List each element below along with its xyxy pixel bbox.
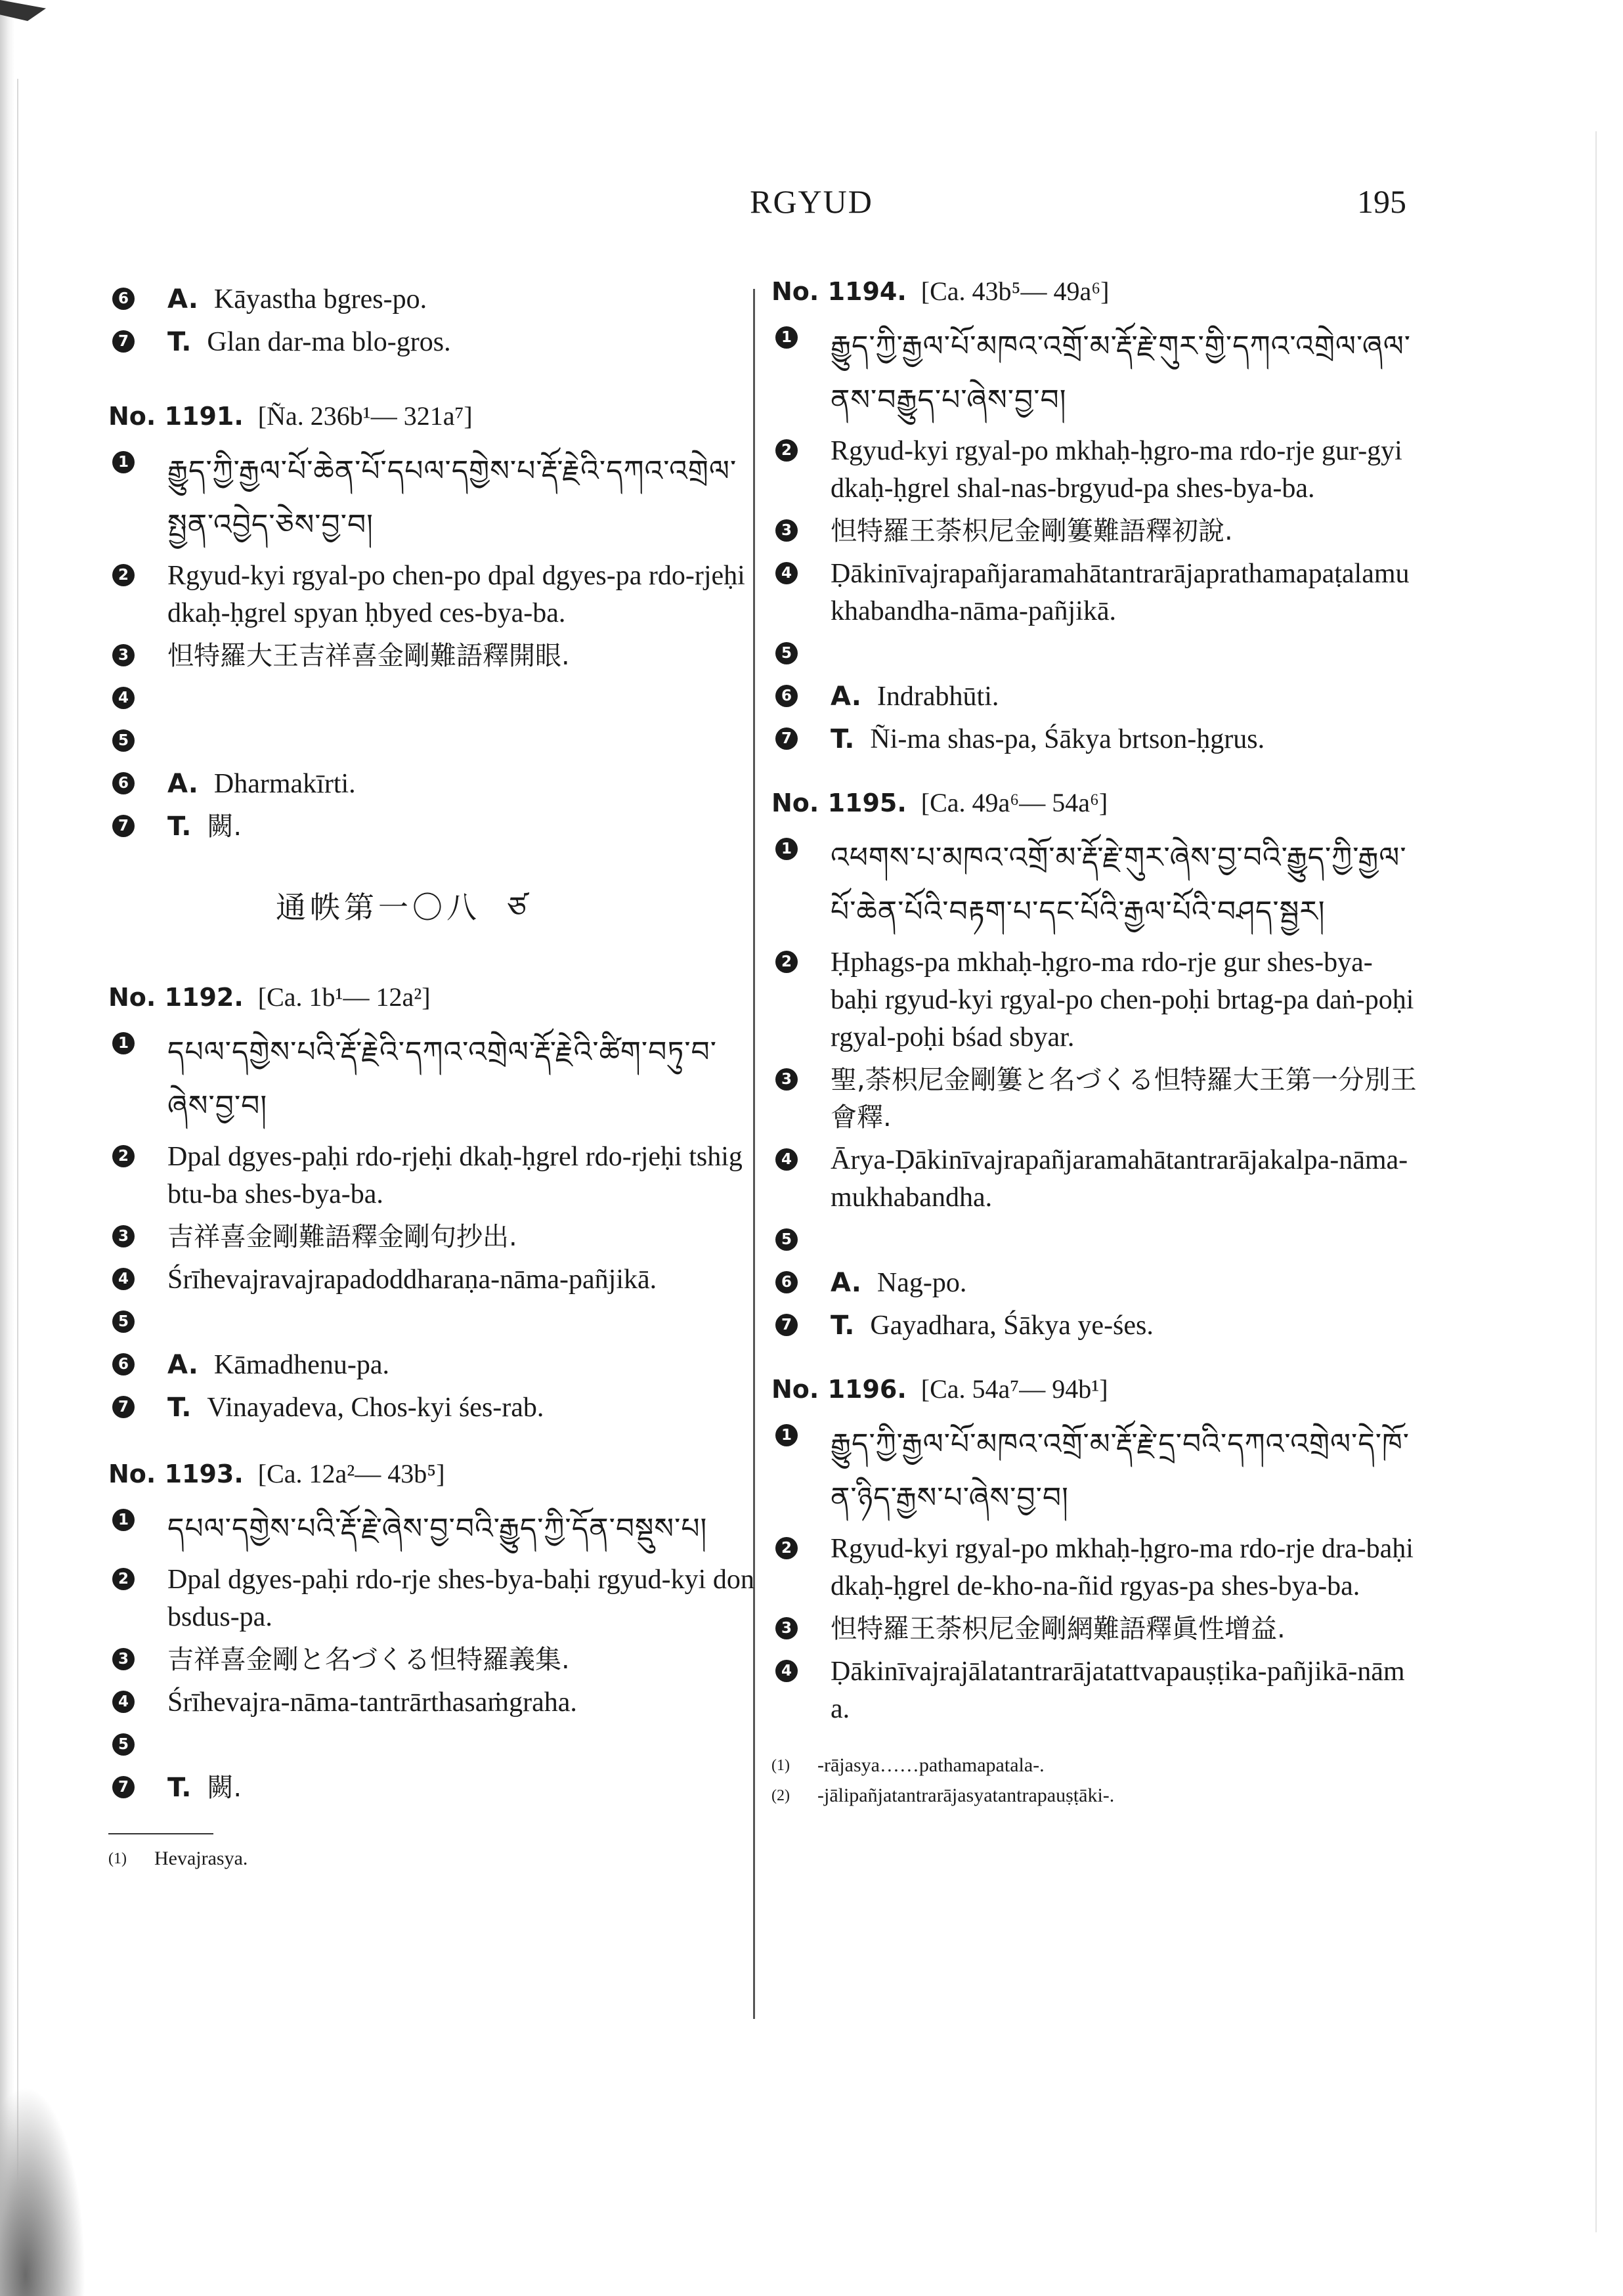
sanskrit-text: Ārya-Ḍākinīvajrapañjaramahātantrarājakalpa-nāma-mukhabandha. (831, 1145, 1408, 1213)
author: 6 A. Nag-po. (771, 1265, 1418, 1302)
chinese-title: 3 怛特羅王荼枳尼金剛網難語釋眞性增益. (771, 1611, 1418, 1648)
entry-reference: [Ca. 43b⁵— 49a⁶] (920, 276, 1110, 306)
sanskrit-title: 4 (108, 680, 755, 718)
transliteration-text: Dpal dgyes-paḥi rdo-rjeḥi dkaḥ-ḥgrel rdo-rjeḥi tshig btu-ba shes-bya-ba. (167, 1142, 743, 1209)
tibetan-text: རྒྱུད་ཀྱི་རྒྱལ་པོ་ཆེན་པོ་དཔལ་དགྱེས་པ་རྡོ་རྗེའི་དཀའ་འགྲེལ་སྤྱན་འབྱེད་ཅེས་བྱ་བ། (167, 454, 737, 542)
sanskrit-title: 4 Ārya-Ḍākinīvajrapañjaramahātantrarājakalpa-nāma-mukhabandha. (771, 1142, 1418, 1217)
transliteration: 2 Ḥphags-pa mkhaḥ-ḥgro-ma rdo-rje gur shes-bya-baḥi rgyud-kyi rgyal-po chen-poḥi brtag-pa daṅ-poḥi rgyal-poḥi bśad sbyar. (771, 944, 1418, 1056)
entry-1192-heading (108, 982, 755, 1012)
entry-number: No. 1195. (771, 789, 907, 817)
tibetan-title: 1 འཕགས་པ་མཁའ་འགྲོ་མ་རྡོ་རྗེ་གུར་ཞེས་བྱ་བའི་རྒྱུད་ཀྱི་རྒྱལ་པོ་ཆེན་པོའི་བརྟག་པ་དང་པོའི་རྒྱལ་པོའི་བཤད་སྦྱར། (771, 831, 1418, 939)
footnote (108, 1844, 755, 1874)
entry-reference: [Ña. 236b¹— 321a⁷] (257, 401, 473, 431)
entry-number: No. 1193. (108, 1460, 244, 1488)
translator: 7 T. Gayadhara, Śākya ye-śes. (771, 1307, 1418, 1345)
entry-1194-heading (771, 276, 1418, 307)
chinese-title: 3 怛特羅大王吉祥喜金剛難語釋開眼. (108, 638, 755, 675)
chinese-text: 聖,荼枳尼金剛簍と名づくる怛特羅大王第一分別王會釋. (831, 1065, 1417, 1133)
volume-title: 通帙第一〇八 (276, 890, 481, 925)
entry-number: No. 1191. (108, 402, 244, 431)
author-value: Kāyastha bgres-po. (213, 284, 427, 314)
tibetan-text: འཕགས་པ་མཁའ་འགྲོ་མ་རྡོ་རྗེ་གུར་ཞེས་བྱ་བའི་རྒྱུད་ཀྱི་རྒྱལ་པོ་ཆེན་པོའི་བརྟག་པ་དང་པོའི་རྒྱལ་པོའི་བཤད་སྦྱར། (831, 841, 1407, 928)
translator-value: Gayadhara, Śākya ye-śes. (870, 1310, 1154, 1341)
transliteration-text: Rgyud-kyi rgyal-po mkhaḥ-ḥgro-ma rdo-rje dra-baḥi dkaḥ-ḥgrel de-kho-na-ñid rgyas-pa shes-bya-ba. (831, 1534, 1414, 1601)
entry-reference: [Ca. 54a⁷— 94b¹] (920, 1374, 1108, 1404)
author-label: A. (167, 284, 198, 314)
translator: 7 T. Vinayadeva, Chos-kyi śes-rab. (108, 1389, 755, 1427)
sanskrit-text: Ḍākinīvajrajālatantrarājatattvapauṣṭika-pañjikā-nāma. (831, 1657, 1405, 1724)
translator: 7 T. 闕. (108, 1769, 755, 1807)
tibetan-title: 1 དཔལ་དགྱེས་པའི་རྡོ་རྗེ་ཞེས་བྱ་བའི་རྒྱུད་ཀྱི་དོན་བསྡུས་པ། (108, 1502, 755, 1556)
author-value: Dharmakīrti. (213, 769, 356, 799)
entry-1191-heading (108, 401, 755, 431)
translator: 7 T. Ñi-ma shas-pa, Śākya brtson-ḥgrus. (771, 721, 1418, 758)
translator-value: 闕. (207, 812, 242, 842)
chinese-title: 3 聖,荼枳尼金剛簍と名づくる怛特羅大王第一分別王會釋. (771, 1062, 1418, 1137)
field-6 (108, 281, 755, 318)
author-value: Kāmadhenu-pa. (213, 1350, 389, 1380)
scan-right-edge (1595, 131, 1597, 2232)
footnote-mark: (2) (771, 1787, 790, 1804)
scan-left-edge (0, 0, 14, 2296)
translator-value: Vinayadeva, Chos-kyi śes-rab. (207, 1393, 544, 1423)
sanskrit-text: Śrīhevajra-nāma-tantrārthasaṁgraha. (167, 1687, 577, 1718)
transliteration-text: Dpal dgyes-paḥi rdo-rje shes-bya-baḥi rgyud-kyi don bsdus-pa. (167, 1565, 754, 1632)
scan-binding-line (17, 79, 18, 2213)
footnote-mark: (1) (771, 1757, 790, 1774)
translator-value: Glan dar-ma blo-gros. (207, 327, 451, 357)
tibetan-text: དཔལ་དགྱེས་པའི་རྡོ་རྗེའི་དཀའ་འགྲེལ་རྡོ་རྗེའི་ཚིག་བཏུ་བ་ཞེས་བྱ་བ། (167, 1035, 718, 1123)
transliteration: 2 Dpal dgyes-paḥi rdo-rje shes-bya-baḥi rgyud-kyi don bsdus-pa. (108, 1561, 755, 1636)
right-column (771, 276, 1418, 1811)
circled-number: 7 (108, 326, 139, 357)
entry-number: No. 1196. (771, 1375, 907, 1404)
author: 6 A. Kāmadhenu-pa. (108, 1347, 755, 1384)
translator-value: Ñi-ma shas-pa, Śākya brtson-ḥgrus. (870, 724, 1265, 754)
author: 6 A. Indrabhūti. (771, 678, 1418, 716)
volume-tibetan-letter: ཙ (507, 890, 530, 925)
volume-heading (276, 875, 755, 959)
translator-label: T. (167, 327, 192, 357)
chinese-title: 3 怛特羅王荼枳尼金剛簍難語釋初說. (771, 513, 1418, 550)
tibetan-title: 1 དཔལ་དགྱེས་པའི་རྡོ་རྗེའི་དཀའ་འགྲེལ་རྡོ་རྗེའི་ཚིག་བཏུ་བ་ཞེས་བྱ་བ། (108, 1026, 755, 1133)
sanskrit-text: Śrīhevajravajrapadoddharaṇa-nāma-pañjikā. (167, 1265, 657, 1295)
footnote-text: -rājasya……pathamapatala-. (817, 1754, 1045, 1776)
footnote-rule (108, 1833, 213, 1834)
sanskrit-text: Ḍākinīvajrapañjaramahātantrarājaprathamapaṭalamukhabandha-nāma-pañjikā. (831, 559, 1410, 626)
entry-number: No. 1192. (108, 983, 244, 1012)
scan-smudge (0, 2086, 85, 2296)
author: 6 A. Dharmakīrti. (108, 766, 755, 803)
chinese-title: 3 吉祥喜金剛と名づくる怛特羅義集. (108, 1641, 755, 1679)
entry-reference: [Ca. 49a⁶— 54a⁶] (920, 788, 1108, 817)
circled-number: 6 (108, 284, 139, 314)
transliteration: 2 Rgyud-kyi rgyal-po mkhaḥ-ḥgro-ma rdo-rje dra-baḥi dkaḥ-ḥgrel de-kho-na-ñid rgyas-pa shes-bya-ba. (771, 1530, 1418, 1605)
tibetan-text: རྒྱུད་ཀྱི་རྒྱལ་པོ་མཁའ་འགྲོ་མ་རྡོ་རྗེ་དྲ་བའི་དཀའ་འགྲེལ་དེ་ཁོ་ན་ཉིད་རྒྱས་པ་ཞེས་བྱ་བ། (831, 1427, 1410, 1515)
footnote-text: Hevajrasya. (154, 1848, 248, 1869)
transliteration-text: Rgyud-kyi rgyal-po mkhaḥ-ḥgro-ma rdo-rje gur-gyi dkaḥ-ḥgrel shal-nas-brgyud-pa shes-bya-ba. (831, 436, 1402, 504)
field-5: 5 (771, 636, 1418, 673)
sanskrit-title: 4 Śrīhevajravajrapadoddharaṇa-nāma-pañjikā. (108, 1261, 755, 1299)
running-header: RGYUD (750, 183, 873, 220)
footnote (771, 1781, 1418, 1811)
author-value: Indrabhūti. (876, 682, 999, 712)
translator-value: 闕. (207, 1773, 242, 1803)
chinese-text: 吉祥喜金剛難語釋金剛句抄出. (167, 1222, 517, 1252)
sanskrit-title: 4 Śrīhevajra-nāma-tantrārthasaṁgraha. (108, 1684, 755, 1722)
field-7 (108, 324, 755, 361)
entry-number: No. 1194. (771, 277, 907, 306)
footnote (771, 1750, 1418, 1781)
left-column (108, 276, 755, 1874)
chinese-text: 怛特羅大王吉祥喜金剛難語釋開眼. (167, 641, 570, 671)
transliteration-text: Rgyud-kyi rgyal-po chen-po dpal dgyes-pa rdo-rjeḥi dkaḥ-ḥgrel spyan ḥbyed ces-bya-ba. (167, 561, 745, 628)
page-number: 195 (1357, 183, 1406, 220)
field-5: 5 (108, 1304, 755, 1341)
entry-reference: [Ca. 1b¹— 12a²] (257, 982, 431, 1012)
transliteration: 2 Rgyud-kyi rgyal-po mkhaḥ-ḥgro-ma rdo-rje gur-gyi dkaḥ-ḥgrel shal-nas-brgyud-pa shes-bya-ba. (771, 433, 1418, 508)
transliteration-text: Ḥphags-pa mkhaḥ-ḥgro-ma rdo-rje gur shes-bya-baḥi rgyud-kyi rgyal-po chen-poḥi brtag-pa daṅ-poḥi rgyal-poḥi bśad sbyar. (831, 947, 1414, 1052)
transliteration: 2 Dpal dgyes-paḥi rdo-rjeḥi dkaḥ-ḥgrel rdo-rjeḥi tshig btu-ba shes-bya-ba. (108, 1138, 755, 1213)
author-value: Nag-po. (876, 1268, 967, 1298)
chinese-text: 吉祥喜金剛と名づくる怛特羅義集. (167, 1645, 570, 1675)
tibetan-title: 1 རྒྱུད་ཀྱི་རྒྱལ་པོ་ཆེན་པོ་དཔལ་དགྱེས་པ་རྡོ་རྗེའི་དཀའ་འགྲེལ་སྤྱན་འབྱེད་ཅེས་བྱ་བ། (108, 444, 755, 552)
tibetan-title: 1 རྒྱུད་ཀྱི་རྒྱལ་པོ་མཁའ་འགྲོ་མ་རྡོ་རྗེ་དྲ་བའི་དཀའ་འགྲེལ་དེ་ཁོ་ན་ཉིད་རྒྱས་པ་ཞེས་བྱ་བ། (771, 1418, 1418, 1525)
field-5: 5 (108, 723, 755, 760)
footnote-text: -jālipañjatantrarājasyatantrapauṣṭāki-. (817, 1785, 1115, 1806)
translator: 7 T. 闕. (108, 808, 755, 846)
tibetan-title: 1 རྒྱུད་ཀྱི་རྒྱལ་པོ་མཁའ་འགྲོ་མ་རྡོ་རྗེ་གུར་གྱི་དཀའ་འགྲེལ་ཞལ་ནས་བརྒྱུད་པ་ཞེས་བྱ་བ། (771, 320, 1418, 427)
entry-1195-heading (771, 787, 1418, 818)
entry-1196-heading (771, 1374, 1418, 1404)
chinese-text: 怛特羅王荼枳尼金剛網難語釋眞性增益. (831, 1614, 1286, 1644)
chinese-text: 怛特羅王荼枳尼金剛簍難語釋初說. (831, 516, 1233, 546)
entry-reference: [Ca. 12a²— 43b⁵] (257, 1459, 445, 1488)
chinese-title: 3 吉祥喜金剛難語釋金剛句抄出. (108, 1219, 755, 1256)
transliteration: 2 Rgyud-kyi rgyal-po chen-po dpal dgyes-pa rdo-rjeḥi dkaḥ-ḥgrel spyan ḥbyed ces-bya-ba. (108, 557, 755, 632)
sanskrit-title: 4 Ḍākinīvajrapañjaramahātantrarājaprathamapaṭalamukhabandha-nāma-pañjikā. (771, 555, 1418, 630)
entry-1193-heading (108, 1458, 755, 1489)
tibetan-text: དཔལ་དགྱེས་པའི་རྡོ་རྗེ་ཞེས་བྱ་བའི་རྒྱུད་ཀྱི་དོན་བསྡུས་པ། (167, 1512, 708, 1546)
footnote-mark: (1) (108, 1850, 127, 1867)
sanskrit-title: 4 Ḍākinīvajrajālatantrarājatattvapauṣṭika-pañjikā-nāma. (771, 1653, 1418, 1728)
field-5: 5 (771, 1222, 1418, 1259)
field-5: 5 (108, 1727, 755, 1764)
tibetan-text: རྒྱུད་ཀྱི་རྒྱལ་པོ་མཁའ་འགྲོ་མ་རྡོ་རྗེ་གུར་གྱི་དཀའ་འགྲེལ་ཞལ་ནས་བརྒྱུད་པ་ཞེས་བྱ་བ། (831, 330, 1412, 417)
